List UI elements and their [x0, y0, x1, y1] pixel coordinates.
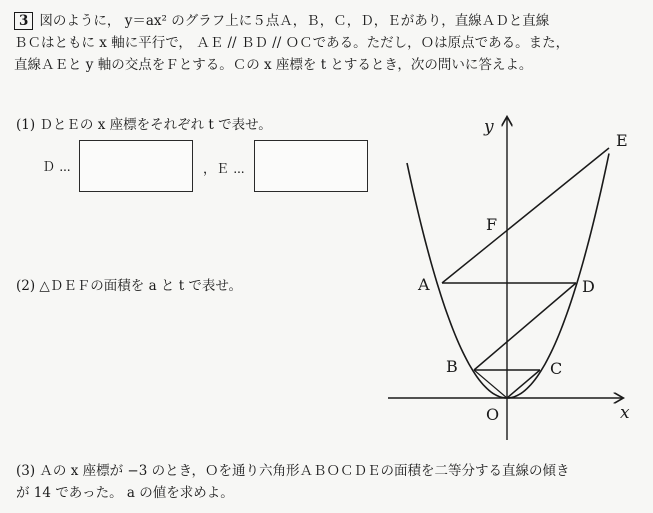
line-bo — [474, 370, 507, 398]
answer-label-d: Ｄ ⋯ — [42, 160, 71, 175]
question-2: (2) △ＤＥＦの面積を a と t で表せ。 — [16, 278, 243, 294]
answer-label-e: ，Ｅ ⋯ — [203, 162, 245, 177]
point-label-d: D — [582, 277, 595, 296]
point-label-b: B — [446, 357, 458, 376]
point-label-c: C — [550, 359, 563, 378]
line-ae — [442, 148, 609, 283]
point-label-a: A — [418, 275, 430, 294]
question-3-line-2: が 14 であった。 a の値を求めよ。 — [16, 485, 234, 501]
point-label-f: F — [486, 215, 498, 234]
y-axis-label: y — [484, 117, 494, 137]
parabola-curve — [407, 154, 609, 399]
problem-number: 3 — [14, 12, 33, 30]
x-axis-label: x — [620, 403, 630, 423]
question-3-line-1: (3) Ａの x 座標が −3 のとき，Ｏを通り六角形ＡＢＯＣＤＥの面積を二等分する直線の傾き — [16, 463, 570, 479]
question-1: (1) ＤとＥの x 座標をそれぞれ t で表せ。 — [16, 117, 272, 133]
intro-text-2: ＢＣはともに x 軸に平行で， ＡＥ // ＢＤ // ＯＣである。ただし，Ｏは原点である。また， — [14, 35, 570, 51]
line-oc — [507, 370, 540, 398]
intro-text-3: 直線ＡＥと y 軸の交点をＦとする。Ｃの x 座標を t とするとき，次の問いに答えよ。 — [14, 57, 533, 73]
point-label-o: O — [486, 405, 500, 424]
intro-text-1: 図のように， y＝ax² のグラフ上に５点Ａ，Ｂ，Ｃ，Ｄ，Ｅがあり，直線ＡＤと直線 — [39, 13, 550, 29]
point-label-e: E — [616, 131, 628, 150]
line-bd — [474, 283, 576, 370]
